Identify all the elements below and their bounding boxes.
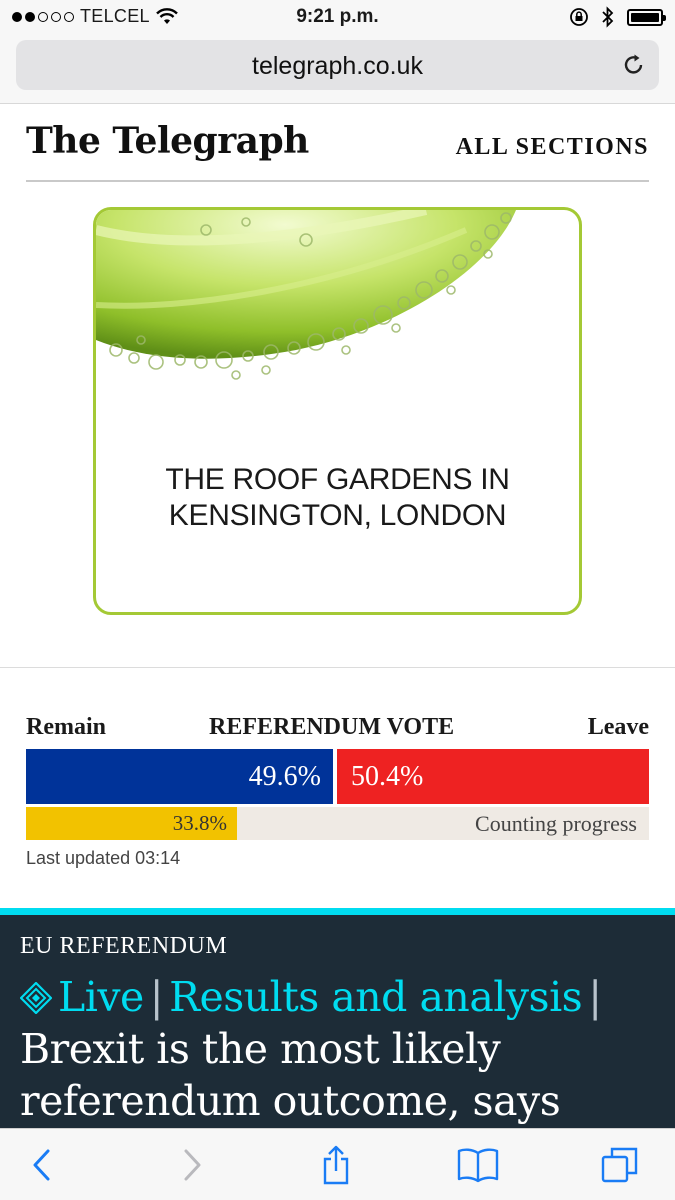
ad-title bbox=[96, 462, 579, 534]
last-updated-text: Last updated 03:14 bbox=[26, 848, 181, 868]
ad-title-line-1: THE ROOF GARDENS IN bbox=[165, 463, 510, 496]
browser-toolbar bbox=[0, 1128, 675, 1200]
remain-label: Remain bbox=[26, 714, 106, 740]
bookmarks-button[interactable] bbox=[456, 1145, 500, 1185]
news-section bbox=[0, 908, 675, 1128]
headline-line-1 bbox=[20, 971, 660, 1023]
browser-address-area bbox=[0, 36, 675, 104]
tabs-icon bbox=[600, 1145, 640, 1185]
url-text[interactable]: telegraph.co.uk bbox=[252, 52, 423, 80]
url-field[interactable] bbox=[16, 40, 659, 90]
progress-fill: 33.8% bbox=[26, 807, 237, 840]
remain-bar: 49.6% bbox=[26, 749, 333, 804]
bookmarks-icon bbox=[456, 1147, 500, 1183]
referendum-header bbox=[26, 714, 649, 746]
all-sections-link[interactable]: ALL SECTIONS bbox=[455, 134, 649, 160]
share-icon bbox=[319, 1145, 353, 1185]
leave-bar: 50.4% bbox=[337, 749, 649, 804]
back-button[interactable] bbox=[20, 1145, 64, 1185]
advertisement[interactable] bbox=[93, 207, 582, 615]
section-divider bbox=[0, 667, 675, 668]
tabs-button[interactable] bbox=[598, 1145, 642, 1185]
share-button[interactable] bbox=[314, 1145, 358, 1185]
results-link-label: Results and analysis bbox=[169, 973, 583, 1021]
forward-icon bbox=[181, 1147, 203, 1183]
carrier-name: TELCEL bbox=[80, 6, 150, 26]
progress-label: Counting progress bbox=[475, 811, 637, 836]
status-time: 9:21 p.m. bbox=[296, 6, 379, 27]
forward-button[interactable] bbox=[170, 1145, 214, 1185]
section-kicker[interactable]: EU REFERENDUM bbox=[20, 933, 228, 959]
referendum-title: REFERENDUM VOTE bbox=[209, 714, 455, 740]
back-icon bbox=[31, 1147, 53, 1183]
ad-title-line-2: KENSINGTON, LONDON bbox=[168, 499, 507, 532]
leave-label: Leave bbox=[587, 714, 649, 740]
counting-progress-bar bbox=[26, 807, 649, 840]
headline-line-3: referendum outcome, says bbox=[20, 1077, 561, 1125]
live-label: Live bbox=[58, 973, 144, 1021]
headline-link[interactable] bbox=[20, 971, 660, 1127]
battery-icon bbox=[627, 9, 663, 26]
status-bar bbox=[0, 0, 675, 36]
live-diamond-icon bbox=[20, 982, 52, 1014]
separator: | bbox=[588, 973, 602, 1021]
status-right bbox=[569, 6, 663, 28]
rotation-lock-icon bbox=[569, 7, 589, 27]
separator: | bbox=[149, 973, 164, 1021]
headline-line-2: Brexit is the most likely bbox=[20, 1025, 501, 1073]
bluetooth-icon bbox=[601, 6, 615, 28]
referendum-result-bar[interactable] bbox=[26, 749, 649, 804]
reload-icon[interactable] bbox=[621, 52, 647, 78]
site-header bbox=[26, 110, 649, 182]
telegraph-logo[interactable]: The Telegraph bbox=[26, 120, 309, 162]
lime-slice-image bbox=[96, 210, 579, 390]
